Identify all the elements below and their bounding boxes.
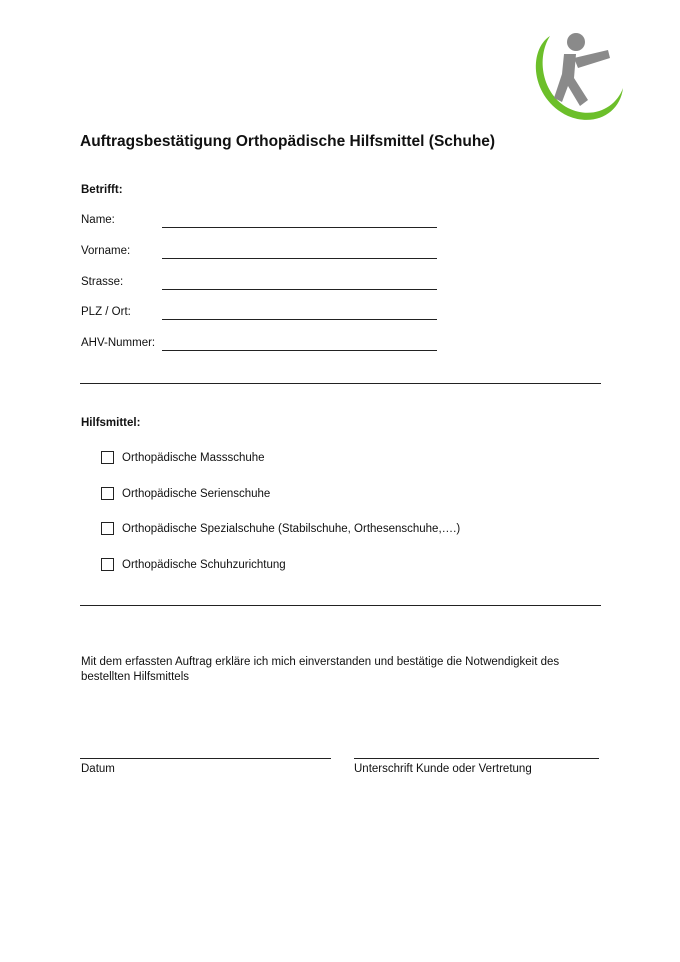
betrifft-heading: Betrifft: [81,184,123,196]
option-label: Orthopädische Massschuhe [122,451,265,464]
date-label: Datum [81,763,115,775]
plz-ort-field[interactable] [162,319,437,320]
option-spezialschuhe[interactable] [101,522,460,535]
checkbox[interactable] [101,451,114,464]
option-label: Orthopädische Spezialschuhe (Stabilschuhe, Orthesenschuhe,….) [122,522,461,535]
strasse-label: Strasse: [81,276,124,288]
section-divider [80,605,601,606]
checkbox[interactable] [101,558,114,571]
section-divider [80,383,601,384]
checkbox[interactable] [101,487,114,500]
option-schuhzurichtung[interactable] [101,558,286,571]
strasse-field[interactable] [162,289,437,290]
signature-line[interactable] [354,758,599,759]
name-field[interactable] [162,227,437,228]
option-massschuhe[interactable] [101,451,265,464]
person-figure-logo-icon [528,28,626,128]
consent-statement: Mit dem erfassten Auftrag erkläre ich mich einverstanden und bestätige die Notwendigkeit des bestellten Hilfsmittels [81,656,560,683]
hilfsmittel-heading: Hilfsmittel: [81,417,141,429]
ahv-nummer-label: AHV-Nummer: [81,337,156,349]
option-label: Orthopädische Serienschuhe [122,487,271,500]
option-label: Orthopädische Schuhzurichtung [122,558,286,571]
name-label: Name: [81,214,115,226]
date-line[interactable] [80,758,331,759]
option-serienschuhe[interactable] [101,487,270,500]
signature-label: Unterschrift Kunde oder Vertretung [354,763,532,775]
document-title: Auftragsbestätigung Orthopädische Hilfsmittel (Schuhe) [80,133,496,150]
company-logo [528,28,626,128]
vorname-field[interactable] [162,258,437,259]
ahv-nummer-field[interactable] [162,350,437,351]
plz-ort-label: PLZ / Ort: [81,306,131,318]
vorname-label: Vorname: [81,245,131,257]
checkbox[interactable] [101,522,114,535]
